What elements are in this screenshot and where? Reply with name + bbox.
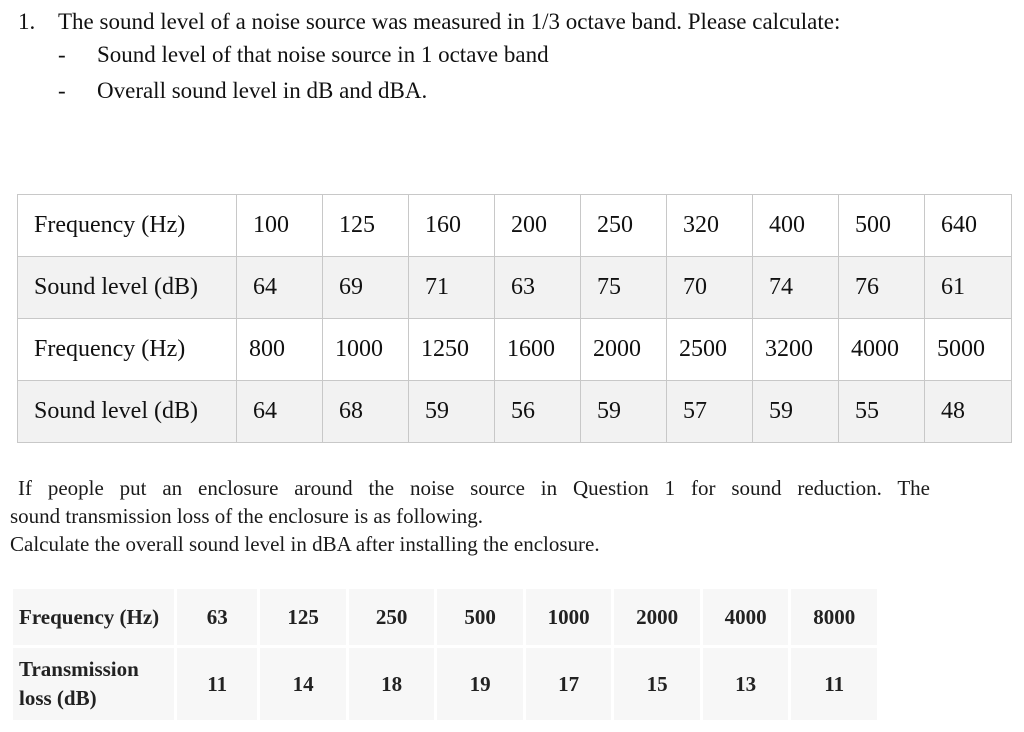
table-cell: 1600 xyxy=(495,319,581,381)
row-label-line: Transmission xyxy=(19,657,139,681)
table-cell: 500 xyxy=(839,195,925,257)
table-cell: 800 xyxy=(237,319,323,381)
question-item-1: Sound level of that noise source in 1 octave band xyxy=(97,42,549,67)
table-cell: 5000 xyxy=(925,319,1012,381)
table-row xyxy=(13,648,877,720)
table-cell: 160 xyxy=(409,195,495,257)
table-cell: 4000 xyxy=(703,589,789,645)
table-cell: 64 xyxy=(237,257,323,319)
row-label: Sound level (dB) xyxy=(18,381,237,443)
table-cell: 11 xyxy=(791,648,877,720)
table-cell: 56 xyxy=(495,381,581,443)
paragraph-line: If people put an enclosure around the noise source in Question 1 for sound reduction. The xyxy=(18,476,930,500)
table-cell: 3200 xyxy=(753,319,839,381)
table-cell: 125 xyxy=(323,195,409,257)
table-cell: 76 xyxy=(839,257,925,319)
table-cell: 59 xyxy=(753,381,839,443)
enclosure-paragraph xyxy=(10,474,930,558)
question-number: 1. xyxy=(18,9,36,34)
table-cell: 250 xyxy=(581,195,667,257)
table-cell: 68 xyxy=(323,381,409,443)
table-cell: 500 xyxy=(437,589,523,645)
row-label: Sound level (dB) xyxy=(18,257,237,319)
table-cell: 2000 xyxy=(614,589,700,645)
table-cell: 57 xyxy=(667,381,753,443)
table-cell: 69 xyxy=(323,257,409,319)
bullet-dash: - xyxy=(58,78,66,103)
question-item-2: Overall sound level in dB and dBA. xyxy=(97,78,428,103)
table-cell: 1000 xyxy=(526,589,612,645)
table-cell: 4000 xyxy=(839,319,925,381)
table-cell: 71 xyxy=(409,257,495,319)
table-cell: 64 xyxy=(237,381,323,443)
table-cell: 125 xyxy=(260,589,346,645)
table-cell: 13 xyxy=(703,648,789,720)
table-cell: 1000 xyxy=(323,319,409,381)
table-cell: 2500 xyxy=(667,319,753,381)
row-label: Frequency (Hz) xyxy=(18,195,237,257)
table-cell: 14 xyxy=(260,648,346,720)
row-label: Frequency (Hz) xyxy=(13,589,174,645)
table-cell: 1250 xyxy=(409,319,495,381)
row-label xyxy=(13,648,174,720)
table-cell: 17 xyxy=(526,648,612,720)
table-cell: 15 xyxy=(614,648,700,720)
table-cell: 55 xyxy=(839,381,925,443)
table-cell: 8000 xyxy=(791,589,877,645)
table-cell: 18 xyxy=(349,648,435,720)
question-title: The sound level of a noise source was measured in 1/3 octave band. Please calculate: xyxy=(58,9,841,34)
table-cell: 48 xyxy=(925,381,1012,443)
table-row xyxy=(18,319,1012,381)
table-cell: 200 xyxy=(495,195,581,257)
table-cell: 640 xyxy=(925,195,1012,257)
table-cell: 59 xyxy=(409,381,495,443)
table-row xyxy=(13,589,877,645)
table-cell: 250 xyxy=(349,589,435,645)
row-label: Frequency (Hz) xyxy=(18,319,237,381)
table-cell: 61 xyxy=(925,257,1012,319)
table-row xyxy=(18,195,1012,257)
table-row xyxy=(18,257,1012,319)
table-cell: 2000 xyxy=(581,319,667,381)
table-cell: 63 xyxy=(177,589,257,645)
row-label-line: loss (dB) xyxy=(19,686,97,710)
table-cell: 100 xyxy=(237,195,323,257)
transmission-loss-table xyxy=(10,586,880,723)
table-cell: 59 xyxy=(581,381,667,443)
paragraph-line: Calculate the overall sound level in dBA after installing the enclosure. xyxy=(10,532,600,556)
table-cell: 74 xyxy=(753,257,839,319)
table-cell: 320 xyxy=(667,195,753,257)
table-row xyxy=(18,381,1012,443)
table-cell: 11 xyxy=(177,648,257,720)
table-cell: 75 xyxy=(581,257,667,319)
sound-level-table xyxy=(17,194,1012,443)
table-cell: 19 xyxy=(437,648,523,720)
table-cell: 63 xyxy=(495,257,581,319)
table-cell: 70 xyxy=(667,257,753,319)
table-cell: 400 xyxy=(753,195,839,257)
bullet-dash: - xyxy=(58,42,66,67)
paragraph-line: sound transmission loss of the enclosure is as following. xyxy=(10,504,484,528)
